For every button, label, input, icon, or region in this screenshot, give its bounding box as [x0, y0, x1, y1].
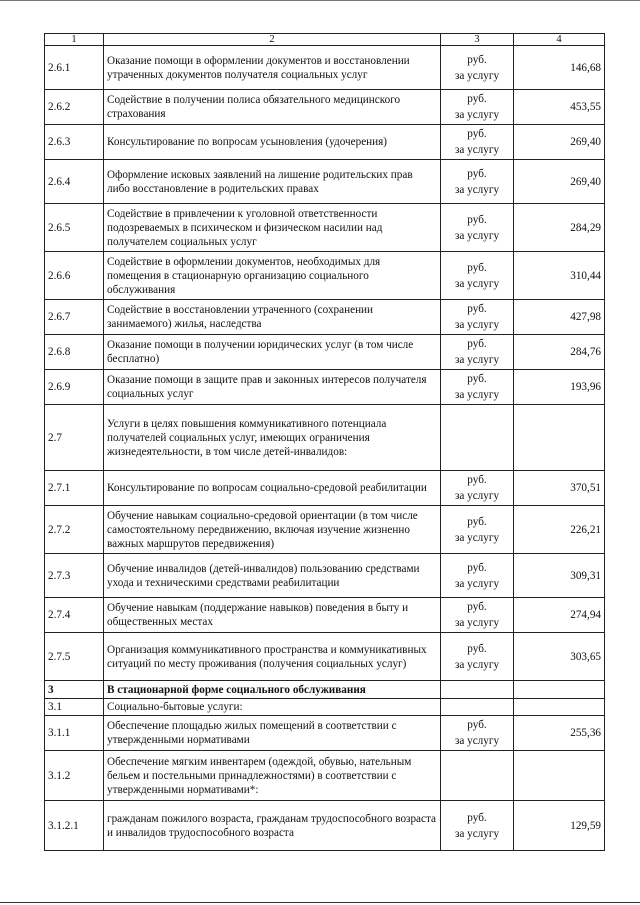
unit-currency: руб.: [467, 93, 487, 105]
unit-currency: руб.: [467, 642, 487, 655]
row-unit: [441, 471, 514, 506]
row-price: 146,68: [514, 46, 605, 90]
row-code: 2.6.2: [45, 90, 104, 125]
row-unit: [441, 300, 514, 335]
unit-currency: руб.: [467, 373, 487, 385]
row-description: Содействие в получении полиса обязательного медицинского страхования: [104, 90, 441, 125]
row-description: Обеспечение площадью жилых помещений в соответствии с утвержденными нормативами: [104, 716, 441, 751]
row-code: 2.7: [45, 405, 104, 471]
row-unit: [441, 370, 514, 405]
table-row: [45, 598, 605, 633]
row-unit: [441, 90, 514, 125]
unit-per-service: за услугу: [454, 531, 500, 544]
row-price: 226,21: [514, 506, 605, 554]
unit-per-service: за услугу: [454, 144, 500, 156]
unit-per-service: за услугу: [454, 229, 500, 242]
row-description: Обеспечение мягким инвентарем (одеждой, обувью, нательным бельем и постельными принадлежностями) в соответствии с утвержденными нормативами*:: [104, 751, 441, 801]
row-unit: [441, 405, 514, 471]
unit-currency: руб.: [467, 719, 487, 731]
row-description: Содействие в привлечении к уголовной ответственности подозреваемых в психическом и физическом насилии над получателем социальных услуг: [104, 204, 441, 252]
row-price: 269,40: [514, 125, 605, 160]
row-description: В стационарной форме социального обслуживания: [104, 681, 441, 699]
unit-per-service: за услугу: [454, 183, 500, 196]
row-unit: [441, 801, 514, 851]
row-code: 2.7.2: [45, 506, 104, 554]
unit-per-service: за услугу: [454, 354, 500, 366]
table-row: [45, 370, 605, 405]
unit-per-service: за услугу: [454, 658, 500, 671]
unit-per-service: за услугу: [454, 617, 500, 629]
unit-per-service: за услугу: [454, 827, 500, 840]
row-price: [514, 751, 605, 801]
row-code: 3: [45, 681, 104, 699]
row-code: 2.6.9: [45, 370, 104, 405]
table-row: [45, 801, 605, 851]
row-unit: [441, 160, 514, 204]
row-price: 129,59: [514, 801, 605, 851]
row-code: 2.7.4: [45, 598, 104, 633]
unit-currency: руб.: [467, 213, 487, 226]
row-code: 2.6.6: [45, 252, 104, 300]
row-description: Социально-бытовые услуги:: [104, 699, 441, 716]
table-row: [45, 716, 605, 751]
unit-per-service: за услугу: [454, 109, 500, 121]
unit-currency: руб.: [467, 167, 487, 180]
row-price: 255,36: [514, 716, 605, 751]
row-description: Консультирование по вопросам социально-средовой реабилитации: [104, 471, 441, 506]
row-price: 284,76: [514, 335, 605, 370]
row-code: 3.1: [45, 699, 104, 716]
row-code: 2.6.7: [45, 300, 104, 335]
row-price: 453,55: [514, 90, 605, 125]
page-top-edge: [0, 0, 640, 1]
row-code: 2.6.1: [45, 46, 104, 90]
unit-currency: руб.: [467, 561, 487, 574]
row-description: Обучение инвалидов (детей-инвалидов) пользованию средствами ухода и техническими средствами реабилитации: [104, 554, 441, 598]
unit-currency: руб.: [467, 811, 487, 824]
row-code: 2.6.3: [45, 125, 104, 160]
row-unit: [441, 46, 514, 90]
row-unit: [441, 506, 514, 554]
row-price: 427,98: [514, 300, 605, 335]
row-description: Содействие в оформлении документов, необходимых для помещения в стационарную организацию социального обслуживания: [104, 252, 441, 300]
unit-currency: руб.: [467, 53, 487, 66]
row-price: 303,65: [514, 633, 605, 681]
row-unit: [441, 125, 514, 160]
row-price: 274,94: [514, 598, 605, 633]
table-row: [45, 204, 605, 252]
table-row: [45, 160, 605, 204]
row-description: Оказание помощи в получении юридических услуг (в том числе бесплатно): [104, 335, 441, 370]
table-row: [45, 554, 605, 598]
row-description: гражданам пожилого возраста, гражданам трудоспособного возраста и инвалидов трудоспособного возраста: [104, 801, 441, 851]
unit-currency: руб.: [467, 474, 487, 486]
row-unit: [441, 699, 514, 716]
row-unit: [441, 681, 514, 699]
unit-per-service: за услугу: [454, 577, 500, 590]
row-unit: [441, 716, 514, 751]
row-price: 284,29: [514, 204, 605, 252]
row-code: 3.1.2.1: [45, 801, 104, 851]
row-unit: [441, 252, 514, 300]
header-col-1: 1: [45, 34, 104, 46]
row-code: 2.7.3: [45, 554, 104, 598]
table-row: [45, 506, 605, 554]
row-code: 3.1.2: [45, 751, 104, 801]
header-col-3: 3: [441, 34, 514, 46]
table-row: [45, 300, 605, 335]
unit-currency: руб.: [467, 601, 487, 613]
row-unit: [441, 598, 514, 633]
unit-currency: руб.: [467, 515, 487, 528]
row-code: 2.6.5: [45, 204, 104, 252]
table-row: [45, 699, 605, 716]
row-description: Услуги в целях повышения коммуникативного потенциала получателей социальных услуг, имеющих ограничения жизнедеятельности, в том числе детей-инвалидов:: [104, 405, 441, 471]
table-row: [45, 751, 605, 801]
row-price: [514, 405, 605, 471]
unit-per-service: за услугу: [454, 389, 500, 401]
table-header-row: [45, 34, 605, 46]
unit-currency: руб.: [467, 303, 487, 315]
unit-per-service: за услугу: [454, 490, 500, 502]
row-price: [514, 699, 605, 716]
section-row: [45, 681, 605, 699]
unit-per-service: за услугу: [454, 319, 500, 331]
row-unit: [441, 751, 514, 801]
table-row: [45, 125, 605, 160]
unit-per-service: за услугу: [454, 277, 500, 290]
table-row: [45, 471, 605, 506]
table-row: [45, 405, 605, 471]
table-row: [45, 335, 605, 370]
row-price: 269,40: [514, 160, 605, 204]
row-price: 193,96: [514, 370, 605, 405]
table-row: [45, 46, 605, 90]
unit-currency: руб.: [467, 261, 487, 274]
tariff-table-body: [45, 34, 605, 851]
row-description: Консультирование по вопросам усыновления (удочерения): [104, 125, 441, 160]
table-row: [45, 633, 605, 681]
row-price: 309,31: [514, 554, 605, 598]
row-price: 310,44: [514, 252, 605, 300]
row-description: Организация коммуникативного пространства и коммуникативных ситуаций по месту проживания (получения социальных услуг): [104, 633, 441, 681]
tariff-table: [44, 33, 605, 851]
row-code: 2.6.8: [45, 335, 104, 370]
row-price: [514, 681, 605, 699]
header-col-2: 2: [104, 34, 441, 46]
table-row: [45, 252, 605, 300]
row-description: Содействие в восстановлении утраченного (сохранении занимаемого) жилья, наследства: [104, 300, 441, 335]
unit-per-service: за услугу: [454, 69, 500, 82]
unit-currency: руб.: [467, 338, 487, 350]
row-description: Оказание помощи в защите прав и законных интересов получателя социальных услуг: [104, 370, 441, 405]
row-code: 2.6.4: [45, 160, 104, 204]
row-unit: [441, 204, 514, 252]
row-unit: [441, 633, 514, 681]
unit-currency: руб.: [467, 128, 487, 140]
header-col-4: 4: [514, 34, 605, 46]
row-code: 3.1.1: [45, 716, 104, 751]
page-bottom-edge: [0, 902, 640, 903]
row-description: Оказание помощи в оформлении документов и восстановлении утраченных документов получателя социальных услуг: [104, 46, 441, 90]
row-unit: [441, 335, 514, 370]
table-row: [45, 90, 605, 125]
row-description: Обучение навыкам (поддержание навыков) поведения в быту и общественных местах: [104, 598, 441, 633]
row-code: 2.7.1: [45, 471, 104, 506]
row-code: 2.7.5: [45, 633, 104, 681]
unit-per-service: за услугу: [454, 735, 500, 747]
row-description: Оформление исковых заявлений на лишение родительских прав либо восстановление в родительских правах: [104, 160, 441, 204]
row-description: Обучение навыкам социально-средовой ориентации (в том числе самостоятельному передвижению, включая изучение жизненно важных маршрутов передвижения): [104, 506, 441, 554]
row-unit: [441, 554, 514, 598]
row-price: 370,51: [514, 471, 605, 506]
